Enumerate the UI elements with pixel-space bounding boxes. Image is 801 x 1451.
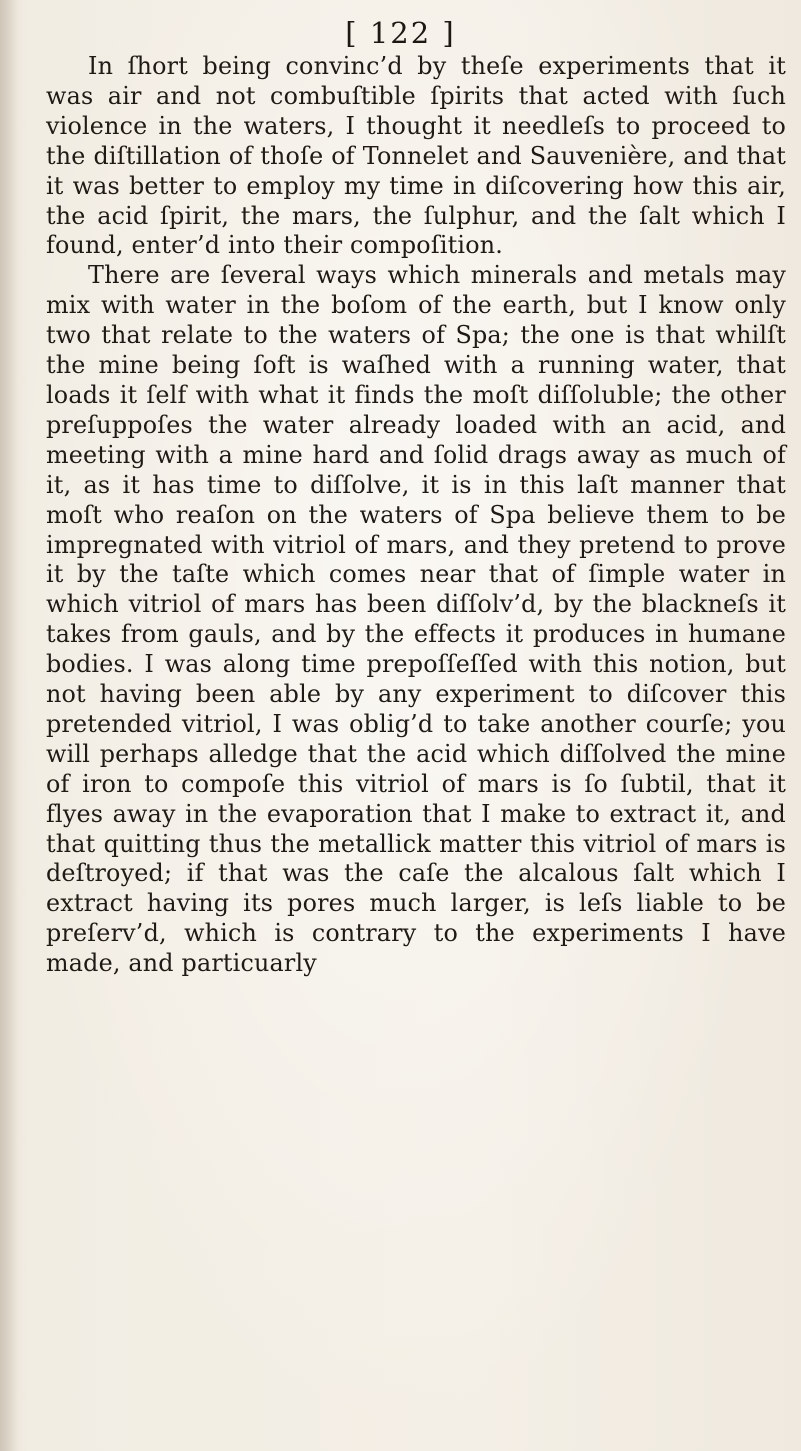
page-spine-shadow [0,0,18,1451]
paragraph-1: In ſhort being convinc’d by theſe experiments that it was air and not combuſtible ſpirits that acted with ſuch violence in the waters, I thought it needleſs to proceed to the diſtillation of thoſe of Tonnelet and Sauvenière, and that it was better to employ my time in diſcovering how this air, the acid ſpirit, the mars, the ſulphur, and the ſalt which I found, enter’d into their compoſition. [46,52,786,260]
page-number: [ 122 ] [345,16,456,50]
paragraph-2: There are ſeveral ways which minerals and metals may mix with water in the boſom of the earth, but I know only two that relate to the waters of Spa; the one is that whilſt the mine being ſoft is waſhed with a running water, that loads it ſelf with what it finds the moſt diſſoluble; the other preſuppoſes the water already loaded with an acid, and meeting with a mine hard and ſolid drags away as much of it, as it has time to diſſolve, it is in this laſt manner that moſt who reaſon on the waters of Spa believe them to be impregnated with vitriol of mars, and they pretend to prove it by the taſte which comes near that of ſimple water in which vitriol of mars has been diſſolv’d, by the blackneſs it takes from gauls, and by the effects it produces in humane bodies. I was along time prepoſſeſſed with this notion, but not having been able by any experiment to diſcover this pretended vitriol, I was oblig’d to take another courſe; you will perhaps alledge that the acid which diſſolved the mine of iron to compoſe this vitriol of mars is ſo ſubtil, that it flyes away in the evaporation that I make to extract it, and that quitting thus the metallick matter this vitriol of mars is deſtroyed; if that was the caſe the alcalous ſalt which I extract having its pores much larger, is leſs liable to be preſerv’d, which is contrary to the experiments I have made, and particuarly [46,261,786,978]
body-text [46,52,786,979]
